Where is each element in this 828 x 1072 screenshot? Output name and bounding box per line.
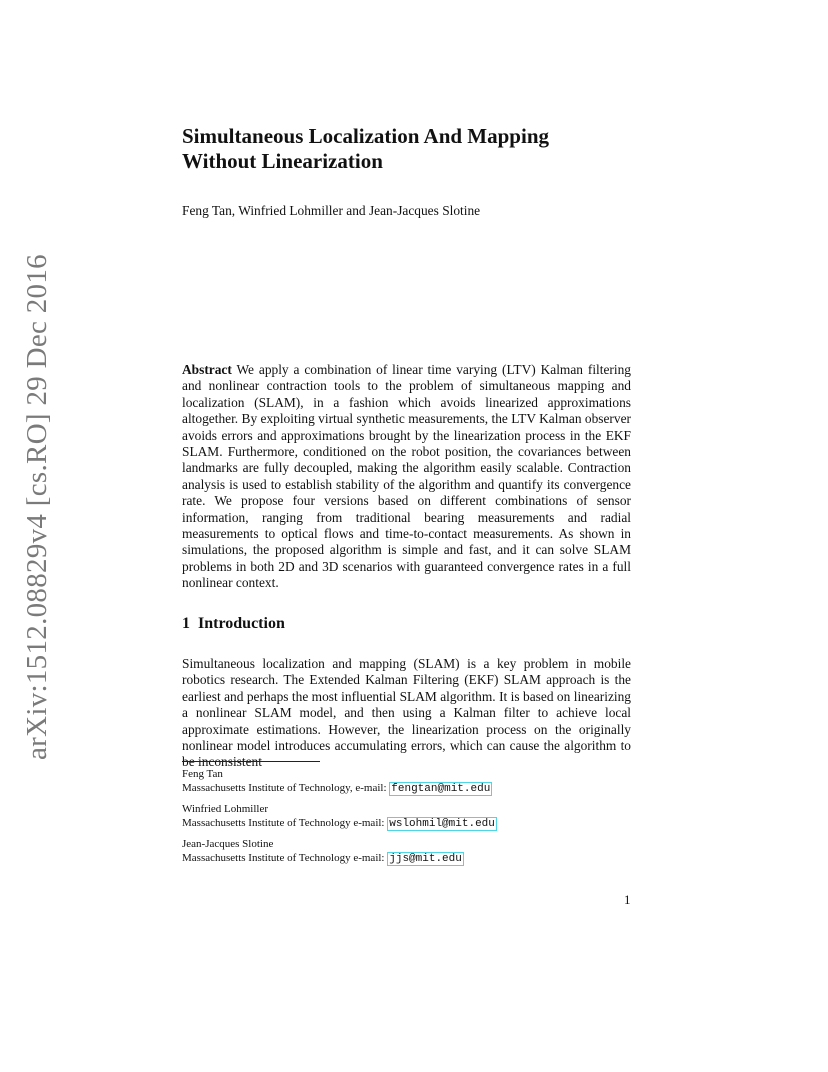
footnote-name: Jean-Jacques Slotine bbox=[182, 838, 274, 850]
section-number: 1 bbox=[182, 615, 190, 632]
abstract-text: We apply a combination of linear time varying (LTV) Kalman filtering and nonlinear contraction tools to the problem of simultaneous mapping and localization (SLAM), in a fashion which avoids linearized approximations altogether. By exploiting virtual synthetic measurements, the LTV Kalman observer avoids errors and approximations brought by the linearization process in the EKF SLAM. Furthermore, conditioned on the robot position, the covariances between landmarks are fully decoupled, making the algorithm easily scalable. Contraction analysis is used to establish stability of the algorithm and quantify its convergence rate. We propose four versions based on different combinations of sensor information, ranging from traditional bearing measurements and radial measurements to optical flows and time-to-contact measurements. As shown in simulations, the proposed algorithm is simple and fast, and it can solve SLAM problems in both 2D and 3D scenarios with guaranteed convergence rates in a full nonlinear context. bbox=[182, 362, 631, 591]
abstract bbox=[182, 362, 631, 592]
title-line-1: Simultaneous Localization And Mapping bbox=[182, 124, 549, 148]
section-title: Introduction bbox=[198, 615, 285, 632]
footnote-author-2 bbox=[182, 802, 642, 831]
footnotes bbox=[182, 767, 642, 872]
footnote-name: Winfried Lohmiller bbox=[182, 803, 269, 815]
author-list: Feng Tan, Winfried Lohmiller and Jean-Jacques Slotine bbox=[182, 203, 481, 218]
email-link[interactable]: jjs@mit.edu bbox=[389, 853, 462, 865]
footnote-name: Feng Tan bbox=[182, 768, 223, 780]
footnote-affiliation: Massachusetts Institute of Technology, e-mail: bbox=[182, 782, 387, 794]
section-heading-introduction bbox=[182, 615, 285, 633]
footnote-rule bbox=[182, 761, 320, 762]
abstract-label: Abstract bbox=[182, 362, 232, 377]
paper-title bbox=[182, 124, 642, 174]
arxiv-identifier: arXiv:1512.08829v4 [cs.RO] 29 Dec 2016 bbox=[21, 254, 53, 760]
title-line-2: Without Linearization bbox=[182, 149, 383, 173]
footnote-affiliation: Massachusetts Institute of Technology e-mail: bbox=[182, 852, 385, 864]
email-link[interactable]: wslohmil@mit.edu bbox=[389, 818, 495, 830]
footnote-author-1 bbox=[182, 767, 642, 796]
introduction-paragraph: Simultaneous localization and mapping (SLAM) is a key problem in mobile robotics research. The Extended Kalman Filtering (EKF) SLAM approach is the earliest and perhaps the most influential SLAM algorithm. It is based on linearizing a nonlinear SLAM model, and then using a Kalman filter to achieve local approximate estimations. However, the linearization process on the originally nonlinear model introduces accumulating errors, which can cause the algorithm to be inconsistent bbox=[182, 656, 631, 770]
footnote-author-3 bbox=[182, 837, 642, 866]
email-link[interactable]: fengtan@mit.edu bbox=[391, 783, 491, 795]
page-number: 1 bbox=[624, 892, 631, 907]
footnote-affiliation: Massachusetts Institute of Technology e-mail: bbox=[182, 817, 385, 829]
